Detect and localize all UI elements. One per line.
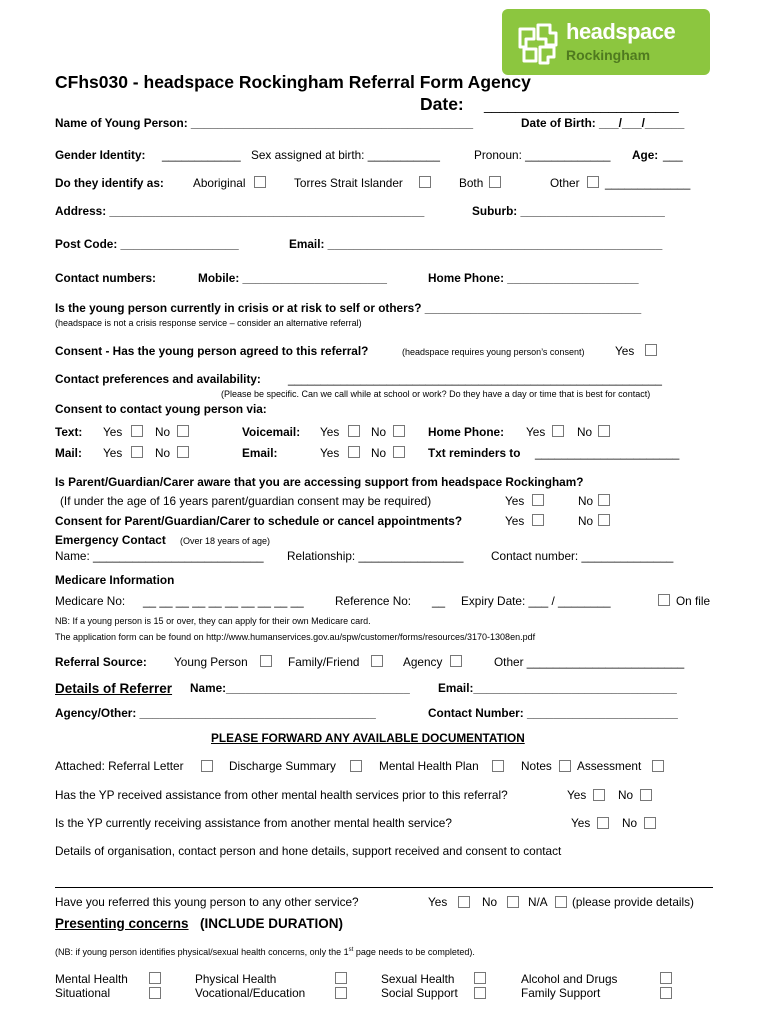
consent-via-label: Consent to contact young person via: xyxy=(55,402,267,416)
guardian-aware-no-checkbox[interactable] xyxy=(598,494,610,506)
address-field[interactable]: Address: ________________________________________________ xyxy=(55,204,425,218)
medicare-no-field[interactable]: __ __ __ __ __ __ __ __ __ __ xyxy=(143,594,304,608)
headspace-logo xyxy=(502,9,710,75)
referred-question: Have you referred this young person to any other service? xyxy=(55,895,359,909)
concern-checkbox[interactable] xyxy=(474,987,486,999)
logo-location: Rockingham xyxy=(566,47,651,63)
concern-checkbox[interactable] xyxy=(149,972,161,984)
email-yes-checkbox[interactable] xyxy=(348,446,360,458)
assessment-checkbox[interactable] xyxy=(652,760,664,772)
home-phone-no-checkbox[interactable] xyxy=(598,425,610,437)
source-family-checkbox[interactable] xyxy=(371,655,383,667)
concern-checkbox[interactable] xyxy=(660,987,672,999)
guardian-aware-question: Is Parent/Guardian/Carer aware that you are accessing support from headspace Rockingham? xyxy=(55,475,584,489)
other-checkbox[interactable] xyxy=(587,176,599,188)
torres-label: Torres Strait Islander xyxy=(294,176,403,190)
both-label: Both xyxy=(459,176,484,190)
preferences-field[interactable]: _________________________________________________________ xyxy=(288,372,662,386)
prior-yes-label: Yes xyxy=(567,788,587,802)
both-checkbox[interactable] xyxy=(489,176,501,188)
home-phone-yes-checkbox[interactable] xyxy=(552,425,564,437)
presenting-concerns-heading: Presenting concerns xyxy=(55,916,189,931)
prior-services-question: Has the YP received assistance from other mental health services prior to this referral? xyxy=(55,788,508,802)
concern-label: Mental Health xyxy=(55,972,128,986)
guardian-aware-yes-label: Yes xyxy=(505,494,525,508)
other-label: Other xyxy=(550,176,580,190)
on-file-checkbox[interactable] xyxy=(658,594,670,606)
prior-no-checkbox[interactable] xyxy=(640,789,652,801)
postcode-field[interactable]: Post Code: __________________ xyxy=(55,237,239,251)
source-other-field[interactable]: Other ________________________ xyxy=(494,655,685,669)
medicare-no-label: Medicare No: xyxy=(55,594,126,608)
presenting-nb: (NB: if young person identifies physical/sexual health concerns, only the 1st page needs to be completed). xyxy=(55,947,475,957)
referred-no-checkbox[interactable] xyxy=(507,896,519,908)
text-yes-checkbox[interactable] xyxy=(131,425,143,437)
referrer-agency-field[interactable]: Agency/Other: ____________________________________ xyxy=(55,706,376,720)
crisis-note: (headspace is not a crisis response service – consider an alternative referral) xyxy=(55,318,362,328)
referred-yes-checkbox[interactable] xyxy=(458,896,470,908)
referred-na-label: N/A xyxy=(528,895,548,909)
organisation-details-label: Details of organisation, contact person and hone details, support received and consent to contact xyxy=(55,844,562,858)
emergency-name-field[interactable]: Name: __________________________ xyxy=(55,549,264,563)
referrer-contact-field[interactable]: Contact Number: _______________________ xyxy=(428,706,678,720)
medicare-heading: Medicare Information xyxy=(55,573,175,587)
logo-name: headspace xyxy=(566,19,676,44)
discharge-summary-checkbox[interactable] xyxy=(350,760,362,772)
pronoun-field[interactable]: Pronoun: _____________ xyxy=(474,148,611,162)
source-family-label: Family/Friend xyxy=(288,655,360,669)
mail-yes-label: Yes xyxy=(103,446,123,460)
mail-yes-checkbox[interactable] xyxy=(131,446,143,458)
on-file-label: On file xyxy=(676,594,711,608)
reference-no-label: Reference No: xyxy=(335,594,412,608)
txt-reminders-label: Txt reminders to xyxy=(428,446,521,460)
identify-label: Do they identify as: xyxy=(55,176,164,190)
torres-checkbox[interactable] xyxy=(419,176,431,188)
current-services-question: Is the YP currently receiving assistance from another mental health service? xyxy=(55,816,452,830)
prior-no-label: No xyxy=(618,788,634,802)
concern-checkbox[interactable] xyxy=(660,972,672,984)
concern-label: Physical Health xyxy=(195,972,277,986)
include-duration-label: (INCLUDE DURATION) xyxy=(200,916,343,931)
home-phone-label: Home Phone: xyxy=(428,425,505,439)
source-young-person-label: Young Person xyxy=(174,655,248,669)
current-yes-checkbox[interactable] xyxy=(597,817,609,829)
gender-identity-field[interactable]: ____________ xyxy=(162,148,241,162)
referral-source-label: Referral Source: xyxy=(55,655,147,669)
source-young-person-checkbox[interactable] xyxy=(260,655,272,667)
voicemail-label: Voicemail: xyxy=(242,425,301,439)
age-label: Age: xyxy=(632,148,659,162)
referrer-name-field[interactable]: Name:____________________________ xyxy=(190,681,410,695)
referrer-email-field[interactable]: Email:_______________________________ xyxy=(438,681,677,695)
guardian-schedule-no-label: No xyxy=(578,514,594,528)
preferences-label: Contact preferences and availability: xyxy=(55,372,261,386)
concern-label: Alcohol and Drugs xyxy=(521,972,618,986)
guardian-schedule-no-checkbox[interactable] xyxy=(598,514,610,526)
guardian-aware-yes-checkbox[interactable] xyxy=(532,494,544,506)
preferences-note: (Please be specific. Can we call while at school or work? Do they have a day or time that is best for contact) xyxy=(221,389,651,399)
headspace-logo-icon xyxy=(514,19,562,67)
notes-label: Notes xyxy=(521,759,552,773)
crisis-question[interactable]: Is the young person currently in crisis or at risk to self or others? _________________________________ xyxy=(55,301,642,315)
prior-yes-checkbox[interactable] xyxy=(593,789,605,801)
concern-label: Sexual Health xyxy=(381,972,455,986)
referrer-heading: Details of Referrer xyxy=(55,681,173,696)
reference-no-field[interactable]: __ xyxy=(432,594,446,608)
organisation-details-line[interactable] xyxy=(55,887,713,888)
text-no-checkbox[interactable] xyxy=(177,425,189,437)
voicemail-yes-label: Yes xyxy=(320,425,340,439)
emergency-number-field[interactable]: Contact number: ______________ xyxy=(491,549,674,563)
email-no-label: No xyxy=(371,446,387,460)
documentation-heading: PLEASE FORWARD ANY AVAILABLE DOCUMENTATION xyxy=(211,731,525,745)
concern-checkbox[interactable] xyxy=(474,972,486,984)
dob-field[interactable]: Date of Birth: ___/___/______ xyxy=(521,116,685,130)
assessment-label: Assessment xyxy=(577,759,642,773)
date-label: Date: xyxy=(420,94,464,114)
current-no-checkbox[interactable] xyxy=(644,817,656,829)
email-yes-label: Yes xyxy=(320,446,340,460)
expiry-date-field[interactable]: Expiry Date: ___ / ________ xyxy=(461,594,611,608)
provide-details-label: (please provide details) xyxy=(572,895,694,909)
concern-label: Family Support xyxy=(521,986,601,1000)
mail-no-label: No xyxy=(155,446,171,460)
txt-reminders-field[interactable]: ______________________ xyxy=(535,446,680,460)
concern-label: Social Support xyxy=(381,986,458,1000)
consent-yes-checkbox[interactable] xyxy=(645,344,657,356)
guardian-schedule-yes-checkbox[interactable] xyxy=(532,514,544,526)
text-yes-label: Yes xyxy=(103,425,123,439)
email-field[interactable]: Email: ___________________________________________________ xyxy=(289,237,663,251)
home-phone-yes-label: Yes xyxy=(526,425,546,439)
referred-na-checkbox[interactable] xyxy=(555,896,567,908)
current-yes-label: Yes xyxy=(571,816,591,830)
gender-identity-label: Gender Identity: xyxy=(55,148,146,162)
text-no-label: No xyxy=(155,425,171,439)
mobile-field[interactable]: Mobile: ______________________ xyxy=(198,271,387,285)
voicemail-no-checkbox[interactable] xyxy=(393,425,405,437)
referral-letter-label: Attached: Referral Letter xyxy=(55,759,184,773)
source-agency-label: Agency xyxy=(403,655,443,669)
medicare-application: The application form can be found on http://www.humanservices.gov.au/spw/customer/forms/resources/3170-1308en.pdf xyxy=(55,632,536,642)
home-phone-field[interactable]: Home Phone: ____________________ xyxy=(428,271,639,285)
under16-note: (If under the age of 16 years parent/guardian consent may be required) xyxy=(60,494,432,508)
home-phone-no-label: No xyxy=(577,425,593,439)
voicemail-yes-checkbox[interactable] xyxy=(348,425,360,437)
emergency-contact-note: (Over 18 years of age) xyxy=(180,536,271,546)
concern-label: Situational xyxy=(55,986,111,1000)
referred-no-label: No xyxy=(482,895,498,909)
notes-checkbox[interactable] xyxy=(559,760,571,772)
voicemail-no-label: No xyxy=(371,425,387,439)
referred-yes-label: Yes xyxy=(428,895,448,909)
guardian-schedule-yes-label: Yes xyxy=(505,514,525,528)
suburb-field[interactable]: Suburb: ______________________ xyxy=(472,204,665,218)
mail-label: Mail: xyxy=(55,446,82,460)
source-agency-checkbox[interactable] xyxy=(450,655,462,667)
referral-letter-checkbox[interactable] xyxy=(201,760,213,772)
concern-checkbox[interactable] xyxy=(149,987,161,999)
consent-label: Consent - Has the young person agreed to this referral? xyxy=(55,344,369,358)
emergency-relationship-field[interactable]: Relationship: ________________ xyxy=(287,549,464,563)
mail-no-checkbox[interactable] xyxy=(177,446,189,458)
young-person-name-field[interactable]: Name of Young Person: ___________________________________________ xyxy=(55,116,474,130)
age-field[interactable]: ___ xyxy=(663,148,683,162)
consent-yes-label: Yes xyxy=(615,344,635,358)
email-no-checkbox[interactable] xyxy=(393,446,405,458)
mental-health-plan-checkbox[interactable] xyxy=(492,760,504,772)
consent-note: (headspace requires young person’s consent) xyxy=(402,347,585,357)
discharge-summary-label: Discharge Summary xyxy=(229,759,336,773)
emergency-contact-label: Emergency Contact xyxy=(55,533,166,547)
concern-label: Vocational/Education xyxy=(195,986,306,1000)
form-title: CFhs030 - headspace Rockingham Referral Form Agency xyxy=(55,72,531,92)
aboriginal-checkbox[interactable] xyxy=(254,176,266,188)
guardian-aware-no-label: No xyxy=(578,494,594,508)
aboriginal-label: Aboriginal xyxy=(193,176,246,190)
medicare-nb: NB: If a young person is 15 or over, they can apply for their own Medicare card. xyxy=(55,616,371,626)
sex-assigned-field[interactable]: Sex assigned at birth: ___________ xyxy=(251,148,440,162)
concern-checkbox[interactable] xyxy=(335,987,347,999)
mental-health-plan-label: Mental Health Plan xyxy=(379,759,479,773)
contact-numbers-label: Contact numbers: xyxy=(55,271,156,285)
guardian-schedule-question: Consent for Parent/Guardian/Carer to schedule or cancel appointments? xyxy=(55,514,463,528)
other-identify-field[interactable]: _____________ xyxy=(605,176,691,190)
date-field[interactable]: _________________________ xyxy=(484,97,679,113)
current-no-label: No xyxy=(622,816,638,830)
email-via-label: Email: xyxy=(242,446,278,460)
concern-checkbox[interactable] xyxy=(335,972,347,984)
text-label: Text: xyxy=(55,425,83,439)
